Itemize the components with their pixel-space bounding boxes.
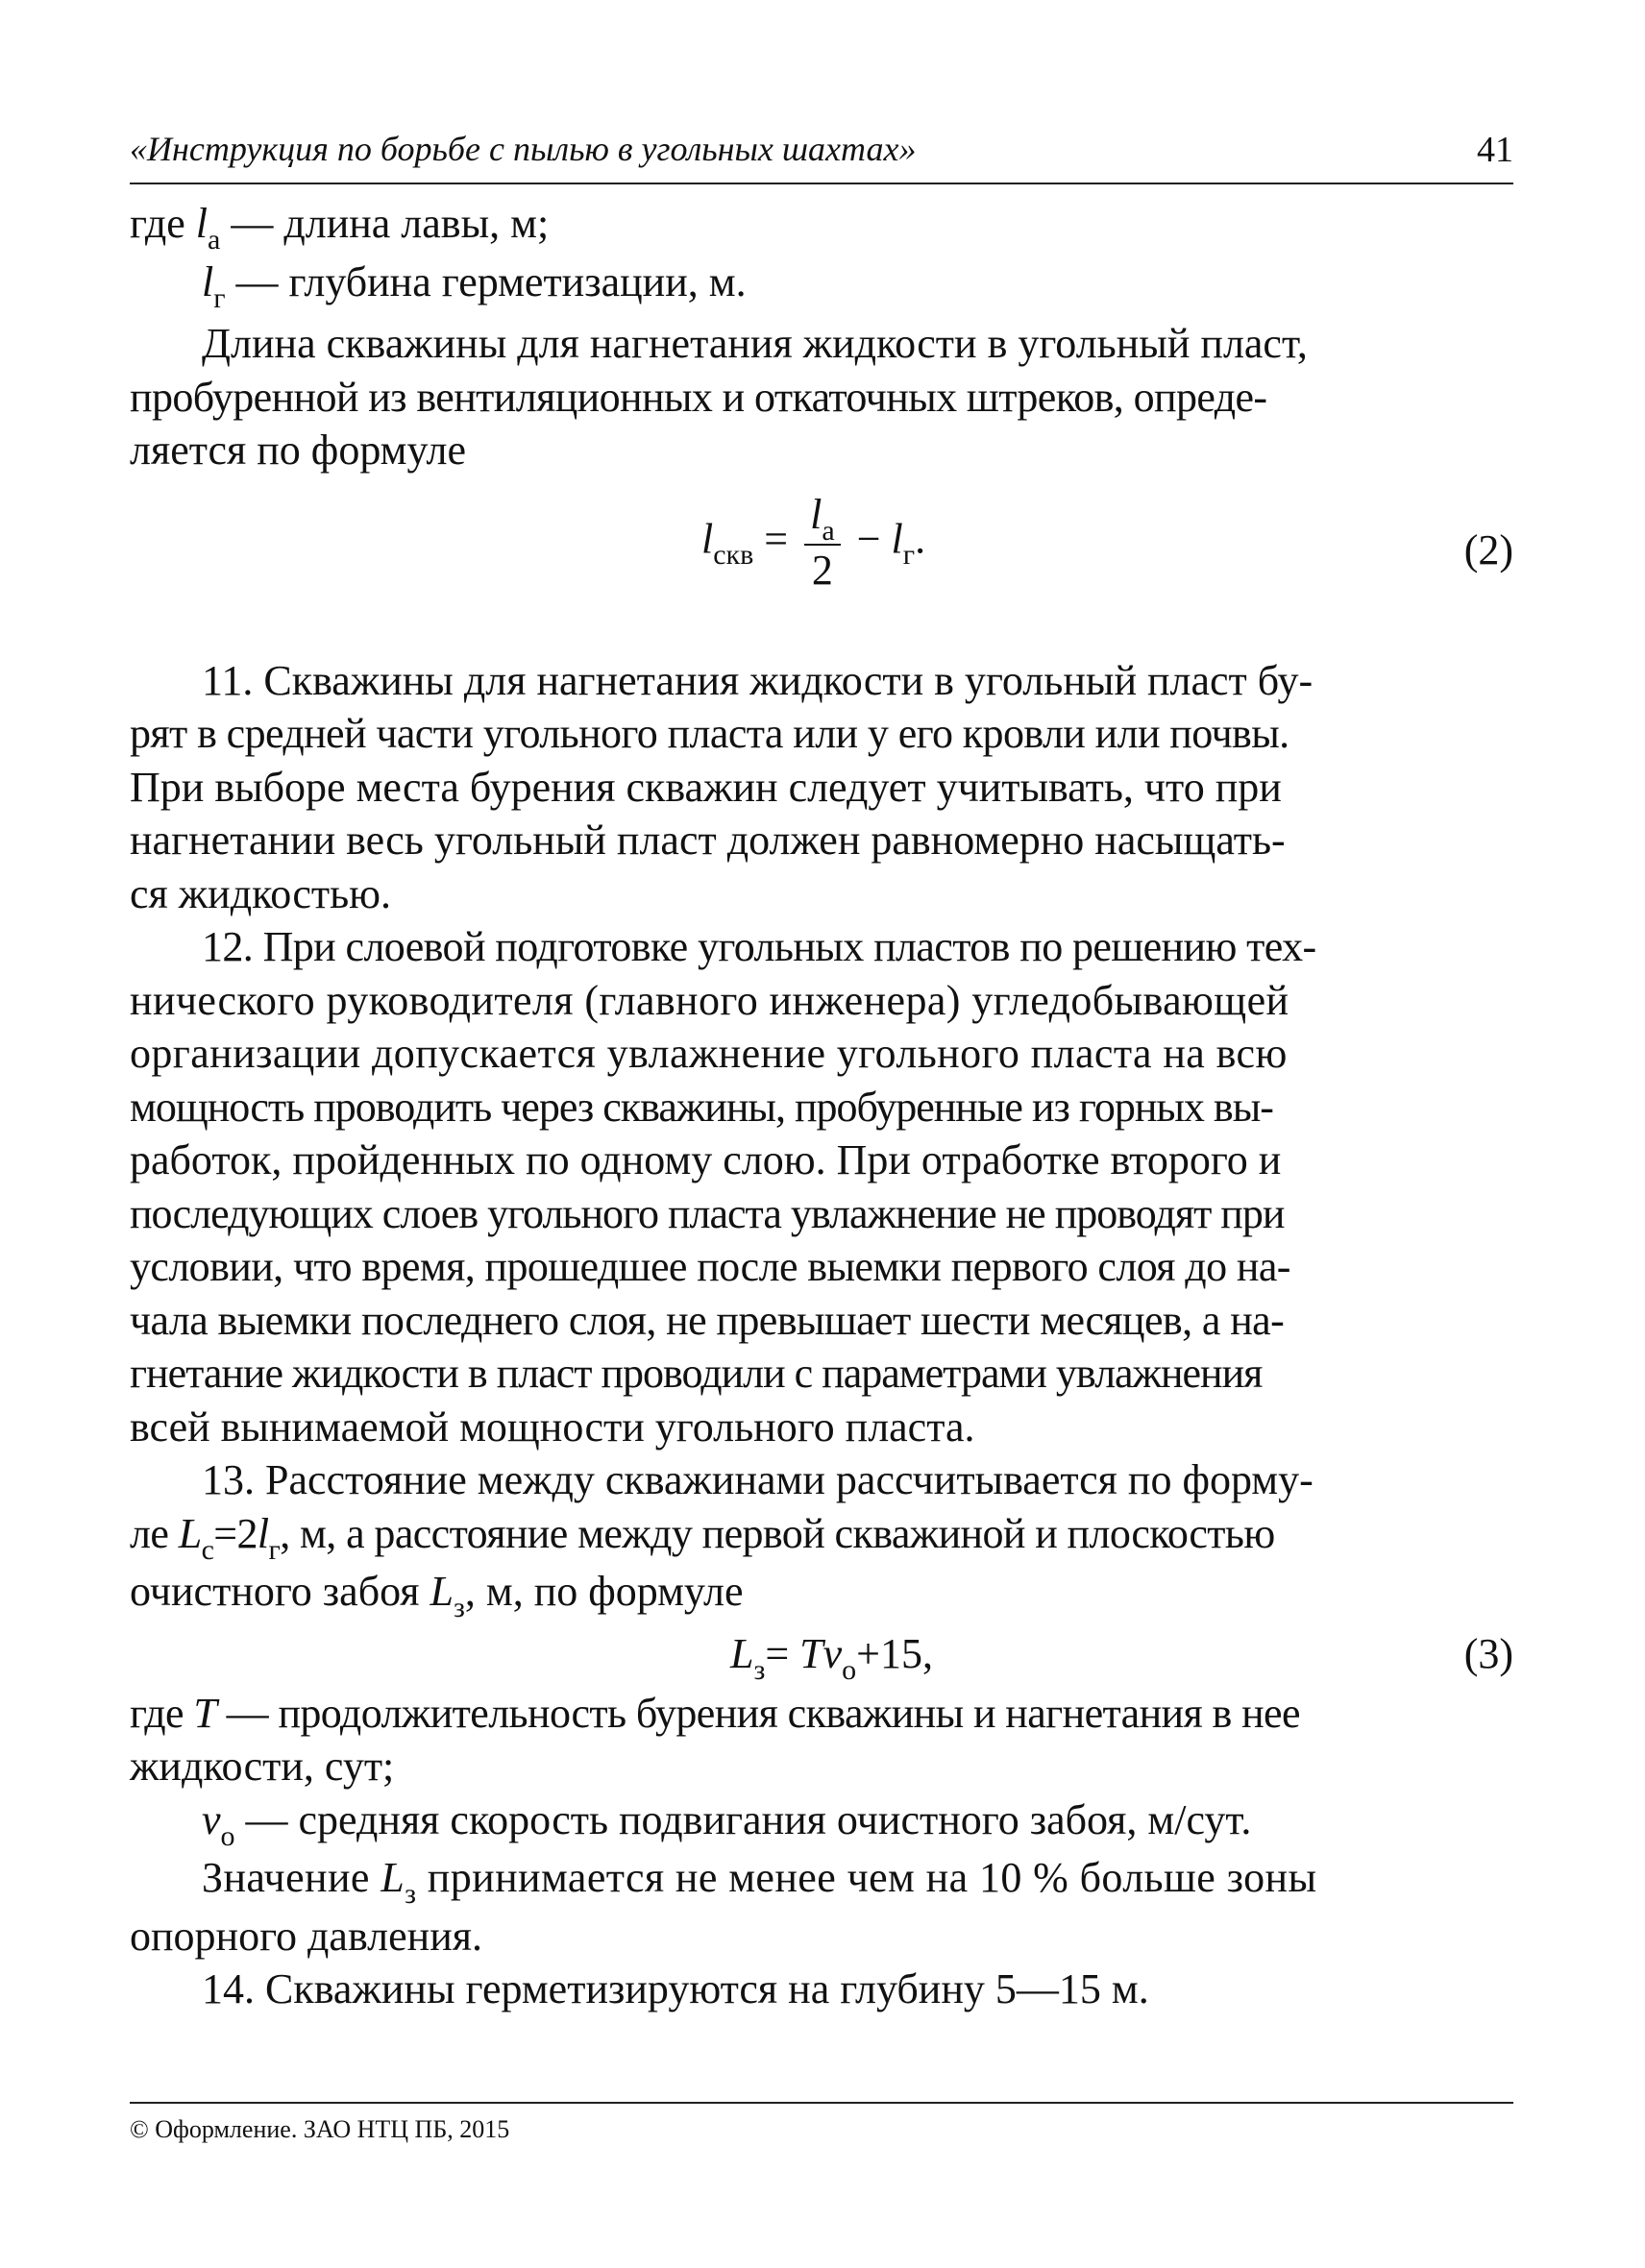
definition-text: — средняя скорость подвигания очистного забоя, м/сут. — [234, 1795, 1252, 1843]
paragraph-line: При выборе места бурения скважин следует учитывать, что при — [130, 763, 1282, 811]
equals-sign: = — [753, 515, 799, 563]
symbol-subscript: о — [220, 1819, 235, 1852]
paragraph-line: 13. Расстояние между скважинами рассчитывается по форму- — [202, 1456, 1314, 1503]
formula-3 — [130, 1627, 1513, 1687]
paragraph-line: пробуренной из вентиляционных и откаточных штреков, опреде- — [130, 373, 1267, 421]
paragraph-line: условии, что время, прошедшее после выемки первого слоя до на- — [130, 1243, 1290, 1290]
symbol-L: L — [178, 1509, 202, 1557]
symbol-subscript: с — [201, 1533, 214, 1566]
document-title: «Инструкция по борьбе с пылью в угольных шахтах» — [130, 130, 917, 168]
formula-end: . — [915, 515, 926, 563]
minus-sign: − — [846, 515, 892, 563]
paragraph-line: последующих слоев угольного пласта увлажнение не проводят при — [130, 1189, 1285, 1237]
paragraph-line — [130, 1509, 1275, 1566]
definition-v — [130, 1793, 1513, 1852]
page-number: 41 — [1477, 130, 1513, 170]
paragraph-line: нического руководителя (главного инженера) угледобывающей — [130, 976, 1289, 1024]
text-run: — продолжительность бурения скважины и нагнетания в нее — [216, 1689, 1300, 1737]
paragraph-line — [130, 1568, 744, 1623]
symbol-l: l — [810, 490, 822, 538]
fraction-numerator — [804, 491, 841, 546]
item-12 — [130, 920, 1513, 1453]
formula-2-expression — [701, 491, 925, 596]
text-run: принимается не менее чем на 10 % больше зоны — [416, 1854, 1317, 1901]
paragraph-length — [130, 317, 1513, 477]
symbol-subscript: з — [753, 1653, 766, 1686]
text-run: Значение — [202, 1854, 381, 1901]
paragraph-line: мощность проводить через скважины, пробуренные из горных вы- — [130, 1083, 1273, 1131]
fraction — [804, 491, 841, 596]
definition-text: — глубина герметизации, м. — [225, 257, 747, 305]
symbol-subscript: а — [822, 514, 835, 547]
symbol-subscript: з — [405, 1878, 417, 1910]
value-note — [130, 1851, 1513, 1963]
text-run: ле — [130, 1509, 179, 1557]
paragraph-line: Длина скважины для нагнетания жидкости в угольный пласт, — [202, 320, 1308, 367]
symbol-T: T — [193, 1689, 217, 1737]
paragraph-line: работок, пройденных по одному слою. При отработке второго и — [130, 1136, 1282, 1183]
text-run: где — [130, 1689, 194, 1737]
text-run: , м, по формуле — [464, 1568, 744, 1615]
body-text — [130, 197, 1513, 2016]
symbol-L: L — [381, 1854, 405, 1901]
symbol-Tv: Tv — [799, 1629, 843, 1677]
text-run: =2 — [213, 1509, 258, 1557]
symbol-l: l — [257, 1509, 269, 1557]
paragraph-line: ляется по формуле — [130, 427, 467, 474]
formula-3-expression — [730, 1627, 933, 1686]
symbol-L: L — [430, 1568, 454, 1615]
definition-T — [130, 1687, 1513, 1793]
text-run: , м, а расстояние между первой скважиной и плоскостью — [280, 1509, 1275, 1557]
formula-tail: +15, — [856, 1629, 933, 1677]
symbol-subscript: о — [842, 1653, 857, 1686]
definition-la — [130, 197, 1513, 256]
paragraph-line: 11. Скважины для нагнетания жидкости в угольный пласт бу- — [202, 656, 1314, 704]
definition-prefix: где — [130, 200, 196, 247]
paragraph-line: организации допускается увлажнение угольного пласта на всю — [130, 1030, 1288, 1077]
copyright-footer — [130, 2102, 1513, 2144]
equals-sign: = — [765, 1629, 800, 1677]
symbol-l: l — [202, 257, 214, 305]
paragraph-line: всей вынимаемой мощности угольного пласта. — [130, 1402, 975, 1451]
item-13 — [130, 1453, 1513, 1623]
paragraph-line — [202, 1854, 1317, 1910]
symbol-subscript: г — [902, 539, 916, 572]
copyright-text: © Оформление. ЗАО НТЦ ПБ, 2015 — [130, 2115, 510, 2143]
equation-number: (3) — [1463, 1629, 1513, 1677]
paragraph-line: гнетание жидкости в пласт проводили с параметрами увлажнения — [130, 1350, 1263, 1397]
item-11 — [130, 654, 1513, 921]
paragraph-line — [130, 1690, 1300, 1737]
text-run: очистного забоя — [130, 1568, 430, 1615]
definition-text: — длина лавы, м; — [220, 200, 550, 247]
formula-2 — [130, 485, 1513, 597]
symbol-subscript: з — [453, 1592, 465, 1623]
item-14 — [130, 1963, 1513, 2016]
paragraph-line: нагнетании весь угольный пласт должен равномерно насыщать- — [130, 817, 1286, 864]
paragraph-line: рят в средней части угольного пласта или у его кровли или почвы. — [130, 710, 1289, 757]
paragraph-line: жидкости, сут; — [130, 1743, 395, 1790]
symbol-L: L — [730, 1629, 754, 1677]
paragraph-line: опорного давления. — [130, 1912, 482, 1960]
paragraph-line: ся жидкостью. — [130, 869, 392, 917]
symbol-subscript: г — [213, 281, 226, 314]
definition-lg — [130, 256, 1513, 314]
paragraph-line: чала выемки последнего слоя, не превышает шести месяцев, а на- — [130, 1296, 1285, 1344]
paragraph-line: 12. При слоевой подготовке угольных пластов по решению тех- — [202, 923, 1316, 970]
paragraph-line: 14. Скважины герметизируются на глубину 5—15 м. — [202, 1965, 1149, 2012]
fraction-denominator: 2 — [811, 546, 833, 594]
symbol-l: l — [195, 200, 209, 247]
symbol-v: v — [202, 1795, 221, 1843]
symbol-subscript: скв — [713, 539, 754, 572]
symbol-subscript: а — [208, 224, 221, 256]
equation-number: (2) — [1463, 525, 1513, 573]
symbol-l: l — [701, 515, 714, 563]
running-header — [130, 123, 1513, 184]
symbol-subscript: г — [268, 1533, 281, 1566]
symbol-l: l — [891, 515, 903, 563]
